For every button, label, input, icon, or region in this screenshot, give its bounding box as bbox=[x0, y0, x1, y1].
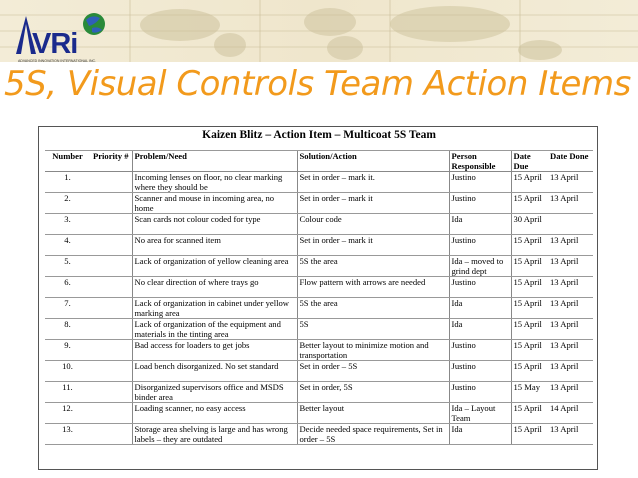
cell-date-done: 13 April bbox=[548, 361, 593, 382]
header-banner bbox=[0, 0, 638, 62]
cell-number: 8. bbox=[45, 319, 90, 340]
cell-solution-action: 5S the area bbox=[297, 256, 449, 277]
logo-text: VRi bbox=[32, 28, 78, 60]
table-row bbox=[45, 214, 593, 235]
cell-date-due: 15 April bbox=[511, 256, 548, 277]
logo-subtitle: ADVANCED INNOVATION INTERNATIONAL INC. bbox=[18, 59, 96, 62]
table-row bbox=[45, 424, 593, 445]
cell-solution-action: Better layout bbox=[297, 403, 449, 424]
cell-date-due: 15 April bbox=[511, 424, 548, 445]
table-row bbox=[45, 277, 593, 298]
header-solution-action: Solution/Action bbox=[297, 151, 449, 172]
cell-person-responsible: Ida bbox=[449, 424, 511, 445]
cell-priority bbox=[90, 193, 132, 214]
cell-person-responsible: Ida – Layout Team bbox=[449, 403, 511, 424]
cell-number: 2. bbox=[45, 193, 90, 214]
cell-solution-action: Set in order – mark it bbox=[297, 235, 449, 256]
cell-priority bbox=[90, 424, 132, 445]
cell-person-responsible: Justino bbox=[449, 193, 511, 214]
cell-date-done: 13 April bbox=[548, 382, 593, 403]
header-number: Number bbox=[45, 151, 90, 172]
cell-problem-need: Scan cards not colour coded for type bbox=[132, 214, 297, 235]
cell-problem-need: Lack of organization of the equipment and materials in the tinting area bbox=[132, 319, 297, 340]
cell-solution-action: Set in order, 5S bbox=[297, 382, 449, 403]
header-problem-need: Problem/Need bbox=[132, 151, 297, 172]
cell-date-due: 15 April bbox=[511, 172, 548, 193]
cell-date-due: 15 April bbox=[511, 193, 548, 214]
cell-number: 10. bbox=[45, 361, 90, 382]
cell-solution-action: Flow pattern with arrows are needed bbox=[297, 277, 449, 298]
cell-problem-need: Bad access for loaders to get jobs bbox=[132, 340, 297, 361]
cell-person-responsible: Justino bbox=[449, 340, 511, 361]
cell-priority bbox=[90, 256, 132, 277]
table-header-row bbox=[45, 151, 593, 172]
cell-date-done: 13 April bbox=[548, 277, 593, 298]
cell-priority bbox=[90, 214, 132, 235]
cell-number: 13. bbox=[45, 424, 90, 445]
cell-person-responsible: Ida bbox=[449, 298, 511, 319]
cell-problem-need: Lack of organization of yellow cleaning area bbox=[132, 256, 297, 277]
cell-date-due: 15 April bbox=[511, 235, 548, 256]
cell-solution-action: Set in order – mark it. bbox=[297, 172, 449, 193]
table-row bbox=[45, 340, 593, 361]
table-row bbox=[45, 382, 593, 403]
cell-solution-action: Better layout to minimize motion and transportation bbox=[297, 340, 449, 361]
cell-solution-action: 5S the area bbox=[297, 298, 449, 319]
cell-problem-need: Incoming lenses on floor, no clear marking where they should be bbox=[132, 172, 297, 193]
header-priority: Priority # bbox=[90, 151, 132, 172]
cell-problem-need: Load bench disorganized. No set standard bbox=[132, 361, 297, 382]
company-logo bbox=[6, 8, 118, 62]
cell-date-done: 13 April bbox=[548, 319, 593, 340]
table-caption: Kaizen Blitz – Action Item – Multicoat 5S Team bbox=[45, 128, 593, 151]
slide-title: 5S, Visual Controls Team Action Items bbox=[4, 64, 631, 104]
cell-date-done: 14 April bbox=[548, 403, 593, 424]
cell-number: 4. bbox=[45, 235, 90, 256]
cell-priority bbox=[90, 319, 132, 340]
cell-priority bbox=[90, 382, 132, 403]
action-items-table bbox=[45, 128, 593, 445]
table-row bbox=[45, 256, 593, 277]
cell-problem-need: Scanner and mouse in incoming area, no home bbox=[132, 193, 297, 214]
cell-problem-need: Storage area shelving is large and has wrong labels – they are outdated bbox=[132, 424, 297, 445]
cell-date-done: 13 April bbox=[548, 193, 593, 214]
cell-priority bbox=[90, 403, 132, 424]
cell-problem-need: Loading scanner, no easy access bbox=[132, 403, 297, 424]
cell-priority bbox=[90, 235, 132, 256]
cell-date-done: 13 April bbox=[548, 424, 593, 445]
cell-date-due: 15 April bbox=[511, 277, 548, 298]
cell-number: 12. bbox=[45, 403, 90, 424]
header-date-due: Date Due bbox=[511, 151, 548, 172]
cell-problem-need: Lack of organization in cabinet under yellow marking area bbox=[132, 298, 297, 319]
cell-date-due: 15 April bbox=[511, 298, 548, 319]
header-date-done: Date Done bbox=[548, 151, 593, 172]
cell-person-responsible: Justino bbox=[449, 382, 511, 403]
cell-solution-action: Colour code bbox=[297, 214, 449, 235]
cell-number: 1. bbox=[45, 172, 90, 193]
cell-date-due: 15 April bbox=[511, 361, 548, 382]
cell-date-done: 13 April bbox=[548, 340, 593, 361]
cell-date-due: 15 April bbox=[511, 319, 548, 340]
cell-number: 6. bbox=[45, 277, 90, 298]
cell-person-responsible: Justino bbox=[449, 172, 511, 193]
table-row bbox=[45, 193, 593, 214]
cell-number: 9. bbox=[45, 340, 90, 361]
cell-person-responsible: Ida bbox=[449, 319, 511, 340]
cell-date-done: 13 April bbox=[548, 235, 593, 256]
cell-solution-action: 5S bbox=[297, 319, 449, 340]
cell-solution-action: Set in order – mark it bbox=[297, 193, 449, 214]
cell-date-due: 15 May bbox=[511, 382, 548, 403]
cell-person-responsible: Ida – moved to grind dept bbox=[449, 256, 511, 277]
table-row bbox=[45, 298, 593, 319]
cell-problem-need: No clear direction of where trays go bbox=[132, 277, 297, 298]
cell-number: 5. bbox=[45, 256, 90, 277]
table-row bbox=[45, 403, 593, 424]
table-row bbox=[45, 172, 593, 193]
cell-person-responsible: Justino bbox=[449, 235, 511, 256]
cell-person-responsible: Ida bbox=[449, 214, 511, 235]
cell-priority bbox=[90, 277, 132, 298]
table-row bbox=[45, 319, 593, 340]
table-body bbox=[45, 172, 593, 445]
cell-problem-need: Disorganized supervisors office and MSDS binder area bbox=[132, 382, 297, 403]
cell-date-due: 30 April bbox=[511, 214, 548, 235]
cell-solution-action: Set in order – 5S bbox=[297, 361, 449, 382]
cell-person-responsible: Justino bbox=[449, 361, 511, 382]
table-row bbox=[45, 361, 593, 382]
table-row bbox=[45, 235, 593, 256]
cell-number: 3. bbox=[45, 214, 90, 235]
header-person-responsible: Person Responsible bbox=[449, 151, 511, 172]
cell-priority bbox=[90, 172, 132, 193]
cell-priority bbox=[90, 340, 132, 361]
globe-icon bbox=[80, 10, 110, 40]
cell-priority bbox=[90, 361, 132, 382]
cell-solution-action: Decide needed space requirements, Set in order – 5S bbox=[297, 424, 449, 445]
cell-date-done bbox=[548, 214, 593, 235]
cell-priority bbox=[90, 298, 132, 319]
cell-date-due: 15 April bbox=[511, 403, 548, 424]
cell-date-done: 13 April bbox=[548, 172, 593, 193]
cell-problem-need: No area for scanned item bbox=[132, 235, 297, 256]
cell-number: 7. bbox=[45, 298, 90, 319]
cell-date-done: 13 April bbox=[548, 256, 593, 277]
cell-number: 11. bbox=[45, 382, 90, 403]
cell-person-responsible: Justino bbox=[449, 277, 511, 298]
cell-date-due: 15 April bbox=[511, 340, 548, 361]
cell-date-done: 13 April bbox=[548, 298, 593, 319]
